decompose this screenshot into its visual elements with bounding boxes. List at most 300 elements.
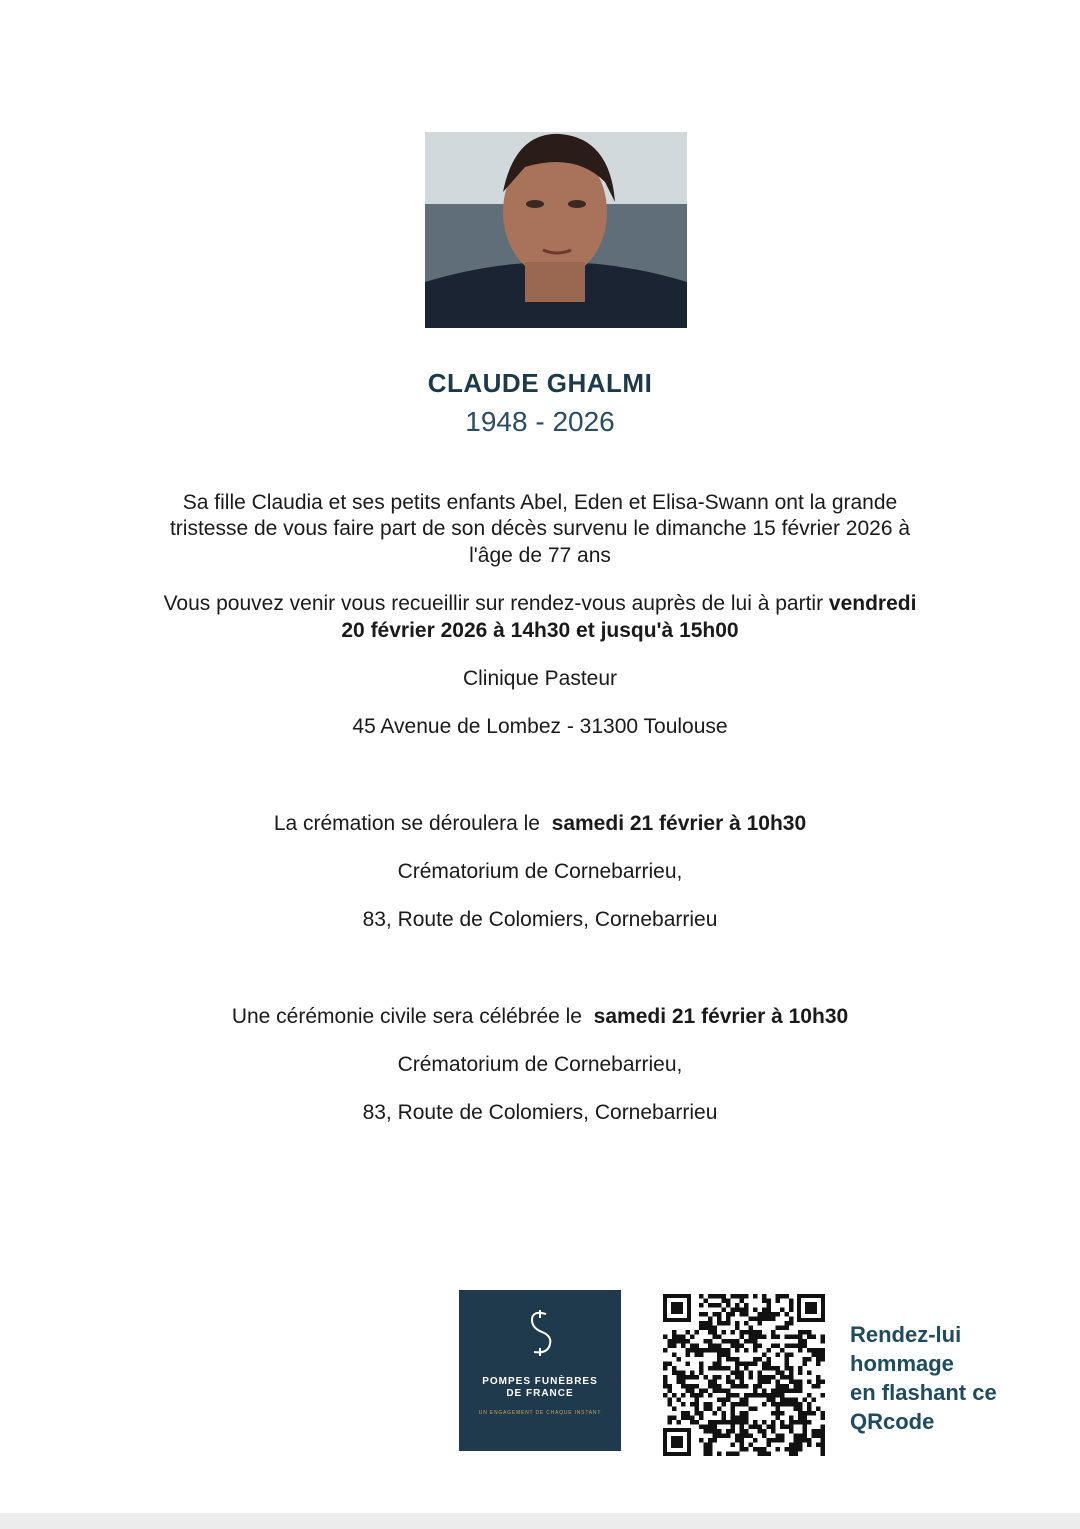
qr-module	[758, 1425, 763, 1430]
qr-module	[807, 1443, 812, 1448]
qr-module	[776, 1438, 781, 1443]
qr-module	[807, 1411, 812, 1416]
qr-module	[758, 1380, 763, 1385]
qr-module	[717, 1429, 722, 1434]
qr-module	[798, 1389, 803, 1394]
qr-module	[758, 1429, 763, 1434]
qr-module	[821, 1434, 826, 1439]
qr-module	[807, 1335, 812, 1340]
qr-module	[803, 1330, 808, 1335]
qr-module	[668, 1344, 673, 1349]
qr-module	[776, 1389, 781, 1394]
qr-module	[771, 1330, 776, 1335]
qr-module	[776, 1393, 781, 1398]
qr-module	[749, 1375, 754, 1380]
qr-module	[816, 1407, 821, 1412]
qr-module	[812, 1335, 817, 1340]
qr-module	[749, 1326, 754, 1331]
qr-module	[789, 1425, 794, 1430]
qr-module	[717, 1362, 722, 1367]
qr-module	[758, 1330, 763, 1335]
qr-module	[735, 1366, 740, 1371]
qr-module	[722, 1416, 727, 1421]
qr-module	[731, 1425, 736, 1430]
qr-module	[677, 1420, 682, 1425]
qr-module	[668, 1339, 673, 1344]
qr-module	[762, 1434, 767, 1439]
qr-module	[708, 1321, 713, 1326]
qr-module	[744, 1366, 749, 1371]
qr-module	[798, 1371, 803, 1376]
qr-module	[767, 1308, 772, 1313]
qr-module	[821, 1353, 826, 1358]
qr-module	[713, 1312, 718, 1317]
qr-module	[807, 1393, 812, 1398]
qr-module	[726, 1303, 731, 1308]
qr-module	[816, 1353, 821, 1358]
qr-module	[744, 1393, 749, 1398]
qr-module	[771, 1317, 776, 1322]
qr-module	[735, 1357, 740, 1362]
qr-module	[681, 1393, 686, 1398]
announcement-line-3: l'âge de 77 ans	[469, 544, 611, 567]
qr-module	[753, 1407, 758, 1412]
qr-module	[762, 1380, 767, 1385]
qr-module	[758, 1335, 763, 1340]
qr-module	[740, 1335, 745, 1340]
qr-module	[740, 1371, 745, 1376]
qr-module	[663, 1366, 668, 1371]
qr-module	[708, 1294, 713, 1299]
qr-module	[740, 1308, 745, 1313]
qr-caption-line-4: QRcode	[850, 1409, 935, 1434]
qr-module	[690, 1416, 695, 1421]
qr-module	[677, 1371, 682, 1376]
qr-module	[708, 1429, 713, 1434]
qr-module	[672, 1330, 677, 1335]
qr-module	[726, 1317, 731, 1322]
qr-module	[753, 1348, 758, 1353]
qr-module	[717, 1353, 722, 1358]
qr-module	[798, 1447, 803, 1452]
qr-module	[798, 1330, 803, 1335]
qr-module	[681, 1371, 686, 1376]
qr-module	[762, 1312, 767, 1317]
qr-module	[794, 1344, 799, 1349]
qr-module	[789, 1371, 794, 1376]
qr-module	[771, 1344, 776, 1349]
qr-module	[780, 1389, 785, 1394]
qr-module	[699, 1294, 704, 1299]
qr-module	[704, 1326, 709, 1331]
qr-module	[807, 1407, 812, 1412]
qr-module	[794, 1389, 799, 1394]
qr-module	[695, 1384, 700, 1389]
qr-module	[699, 1366, 704, 1371]
qr-module	[776, 1353, 781, 1358]
qr-module	[717, 1389, 722, 1394]
qr-module	[816, 1380, 821, 1385]
qr-module	[695, 1344, 700, 1349]
announcement-line-2: tristesse de vous faire part de son décès survenu le dimanche 15 février 2026 à	[169, 517, 911, 540]
qr-module	[717, 1312, 722, 1317]
qr-module	[807, 1380, 812, 1385]
qr-module	[785, 1321, 790, 1326]
life-years: 1948 - 2026	[465, 406, 615, 437]
qr-module	[771, 1425, 776, 1430]
qr-module	[816, 1362, 821, 1367]
qr-module	[726, 1389, 731, 1394]
qr-module	[731, 1452, 736, 1457]
qr-module	[668, 1420, 673, 1425]
qr-module	[785, 1384, 790, 1389]
qr-module	[735, 1402, 740, 1407]
qr-code-icon[interactable]	[663, 1294, 825, 1456]
qr-module	[663, 1348, 668, 1353]
cremation-intro: La crémation se déroulera le	[273, 812, 546, 835]
qr-module	[735, 1438, 740, 1443]
qr-module	[731, 1384, 736, 1389]
qr-module	[704, 1375, 709, 1380]
qr-module	[780, 1434, 785, 1439]
qr-module	[663, 1384, 668, 1389]
qr-module	[798, 1380, 803, 1385]
qr-module	[762, 1389, 767, 1394]
qr-module	[776, 1407, 781, 1412]
qr-module	[785, 1375, 790, 1380]
qr-module	[672, 1393, 677, 1398]
qr-module	[762, 1335, 767, 1340]
qr-module	[722, 1339, 727, 1344]
qr-module	[780, 1326, 785, 1331]
visit-intro: Vous pouvez venir vous recueillir sur rendez-vous auprès de lui à partir	[163, 592, 829, 615]
qr-module	[798, 1443, 803, 1448]
qr-module	[731, 1443, 736, 1448]
qr-module	[803, 1434, 808, 1439]
qr-module	[713, 1380, 718, 1385]
qr-module	[708, 1303, 713, 1308]
qr-module	[740, 1299, 745, 1304]
qr-module	[816, 1375, 821, 1380]
qr-module	[749, 1407, 754, 1412]
qr-module	[767, 1452, 772, 1457]
qr-module	[785, 1425, 790, 1430]
qr-module	[713, 1434, 718, 1439]
qr-module	[749, 1393, 754, 1398]
qr-module	[780, 1384, 785, 1389]
qr-module	[717, 1344, 722, 1349]
qr-module	[767, 1425, 772, 1430]
qr-caption	[850, 1320, 1050, 1436]
qr-module	[726, 1357, 731, 1362]
qr-module	[722, 1434, 727, 1439]
qr-module	[785, 1294, 790, 1299]
qr-module	[821, 1339, 826, 1344]
qr-module	[798, 1339, 803, 1344]
qr-module	[767, 1366, 772, 1371]
bottom-bar	[0, 1513, 1080, 1529]
qr-module	[708, 1393, 713, 1398]
qr-module	[776, 1416, 781, 1421]
qr-module	[776, 1294, 781, 1299]
qr-module	[762, 1393, 767, 1398]
qr-module	[803, 1438, 808, 1443]
qr-module	[708, 1317, 713, 1322]
qr-module	[717, 1398, 722, 1403]
qr-module	[767, 1348, 772, 1353]
qr-module	[735, 1339, 740, 1344]
qr-module	[708, 1438, 713, 1443]
qr-module	[749, 1371, 754, 1376]
qr-module	[794, 1438, 799, 1443]
qr-module	[677, 1380, 682, 1385]
qr-module	[807, 1402, 812, 1407]
qr-module	[731, 1330, 736, 1335]
qr-module	[726, 1348, 731, 1353]
qr-module	[767, 1398, 772, 1403]
qr-module	[717, 1335, 722, 1340]
qr-module	[821, 1429, 826, 1434]
qr-module	[726, 1380, 731, 1385]
qr-module	[731, 1339, 736, 1344]
qr-module	[699, 1353, 704, 1358]
cremation-address: 83, Route de Colomiers, Cornebarrieu	[362, 908, 718, 931]
qr-module	[717, 1303, 722, 1308]
qr-module	[717, 1348, 722, 1353]
qr-module	[749, 1425, 754, 1430]
qr-module	[807, 1348, 812, 1353]
qr-module	[776, 1402, 781, 1407]
qr-module	[686, 1348, 691, 1353]
qr-module	[668, 1389, 673, 1394]
qr-module	[803, 1398, 808, 1403]
logo-swirl-icon	[520, 1308, 560, 1358]
qr-module	[753, 1384, 758, 1389]
qr-module	[744, 1330, 749, 1335]
qr-module	[699, 1348, 704, 1353]
qr-module	[789, 1299, 794, 1304]
qr-module	[758, 1375, 763, 1380]
qr-module	[668, 1398, 673, 1403]
qr-module	[713, 1375, 718, 1380]
qr-module	[735, 1393, 740, 1398]
qr-module	[776, 1326, 781, 1331]
qr-module	[681, 1375, 686, 1380]
qr-module	[695, 1420, 700, 1425]
visit-date-line	[0, 617, 1080, 644]
qr-module	[717, 1407, 722, 1412]
qr-module	[735, 1416, 740, 1421]
qr-module	[744, 1411, 749, 1416]
qr-module	[690, 1335, 695, 1340]
qr-module	[726, 1393, 731, 1398]
qr-module	[735, 1375, 740, 1380]
qr-module	[767, 1357, 772, 1362]
qr-module	[735, 1434, 740, 1439]
logo-tagline: UN ENGAGEMENT DE CHAQUE INSTANT	[478, 1410, 602, 1416]
qr-module	[713, 1335, 718, 1340]
qr-module	[798, 1335, 803, 1340]
qr-module	[726, 1339, 731, 1344]
qr-module	[780, 1420, 785, 1425]
qr-module	[821, 1425, 826, 1430]
qr-module	[681, 1416, 686, 1421]
qr-module	[798, 1402, 803, 1407]
qr-module	[713, 1362, 718, 1367]
qr-module	[699, 1389, 704, 1394]
qr-module	[803, 1429, 808, 1434]
qr-module	[807, 1371, 812, 1376]
ceremony-address: 83, Route de Colomiers, Cornebarrieu	[362, 1101, 718, 1124]
visit-day: vendredi	[828, 592, 917, 615]
qr-module	[722, 1420, 727, 1425]
qr-module	[785, 1398, 790, 1403]
qr-module	[753, 1308, 758, 1313]
qr-module	[749, 1434, 754, 1439]
qr-module	[785, 1447, 790, 1452]
visit-place: Clinique Pasteur	[462, 667, 618, 690]
qr-module	[803, 1339, 808, 1344]
qr-module	[744, 1402, 749, 1407]
qr-module	[713, 1411, 718, 1416]
qr-module	[780, 1371, 785, 1376]
qr-module	[731, 1407, 736, 1412]
qr-module	[690, 1371, 695, 1376]
qr-module	[740, 1416, 745, 1421]
qr-module	[762, 1317, 767, 1322]
qr-module	[708, 1402, 713, 1407]
qr-module	[740, 1429, 745, 1434]
qr-module	[722, 1308, 727, 1313]
qr-module	[771, 1429, 776, 1434]
qr-module	[717, 1452, 722, 1457]
qr-module	[695, 1375, 700, 1380]
qr-module	[740, 1384, 745, 1389]
qr-module	[704, 1339, 709, 1344]
qr-module	[731, 1416, 736, 1421]
qr-module	[744, 1303, 749, 1308]
qr-module	[708, 1326, 713, 1331]
qr-module	[677, 1357, 682, 1362]
qr-module	[713, 1303, 718, 1308]
funeral-home-logo	[459, 1290, 621, 1451]
qr-module	[744, 1321, 749, 1326]
qr-module	[672, 1407, 677, 1412]
qr-module	[785, 1362, 790, 1367]
qr-module	[744, 1348, 749, 1353]
qr-module	[821, 1416, 826, 1421]
qr-module	[771, 1398, 776, 1403]
qr-module	[695, 1407, 700, 1412]
qr-module	[699, 1393, 704, 1398]
qr-module	[744, 1362, 749, 1367]
qr-module	[767, 1443, 772, 1448]
qr-module	[821, 1438, 826, 1443]
qr-module	[686, 1362, 691, 1367]
qr-module	[704, 1312, 709, 1317]
qr-module	[767, 1393, 772, 1398]
qr-module	[668, 1384, 673, 1389]
qr-module	[722, 1398, 727, 1403]
qr-module	[740, 1344, 745, 1349]
qr-module	[758, 1344, 763, 1349]
qr-module	[686, 1353, 691, 1358]
qr-module	[758, 1384, 763, 1389]
qr-module	[681, 1384, 686, 1389]
qr-module	[762, 1353, 767, 1358]
qr-module	[812, 1398, 817, 1403]
qr-module	[749, 1362, 754, 1367]
qr-module	[798, 1366, 803, 1371]
qr-module	[735, 1348, 740, 1353]
qr-module	[798, 1438, 803, 1443]
qr-module	[753, 1447, 758, 1452]
qr-module	[789, 1429, 794, 1434]
qr-module	[789, 1398, 794, 1403]
qr-module	[794, 1407, 799, 1412]
qr-module	[807, 1330, 812, 1335]
qr-module	[789, 1375, 794, 1380]
qr-module	[717, 1420, 722, 1425]
qr-module	[722, 1294, 727, 1299]
qr-module	[663, 1335, 668, 1340]
qr-module	[789, 1353, 794, 1358]
qr-module	[704, 1447, 709, 1452]
qr-module	[744, 1434, 749, 1439]
qr-module	[695, 1402, 700, 1407]
logo-name-line-2: DE FRANCE	[506, 1388, 574, 1399]
qr-module	[663, 1375, 668, 1380]
qr-module	[699, 1438, 704, 1443]
qr-module	[672, 1371, 677, 1376]
qr-module	[794, 1335, 799, 1340]
qr-module	[776, 1447, 781, 1452]
qr-module	[681, 1344, 686, 1349]
qr-module	[722, 1321, 727, 1326]
qr-module	[789, 1389, 794, 1394]
qr-module	[740, 1438, 745, 1443]
qr-module	[731, 1371, 736, 1376]
qr-module	[816, 1429, 821, 1434]
qr-module	[789, 1366, 794, 1371]
qr-module	[735, 1308, 740, 1313]
qr-module	[758, 1393, 763, 1398]
qr-module	[686, 1389, 691, 1394]
qr-module	[731, 1380, 736, 1385]
qr-module	[780, 1393, 785, 1398]
qr-module	[785, 1366, 790, 1371]
qr-module	[740, 1294, 745, 1299]
visit-intro-line	[0, 590, 1080, 617]
qr-module	[677, 1339, 682, 1344]
qr-module	[812, 1353, 817, 1358]
qr-module	[708, 1344, 713, 1349]
qr-module	[785, 1335, 790, 1340]
qr-module	[695, 1398, 700, 1403]
qr-module	[785, 1357, 790, 1362]
qr-module	[731, 1312, 736, 1317]
qr-module	[677, 1335, 682, 1340]
qr-module	[762, 1452, 767, 1457]
qr-module	[672, 1416, 677, 1421]
qr-module	[681, 1411, 686, 1416]
qr-module	[780, 1294, 785, 1299]
qr-module	[753, 1357, 758, 1362]
qr-caption-line-3: en flashant ce	[850, 1380, 997, 1405]
qr-module	[767, 1303, 772, 1308]
qr-module	[740, 1402, 745, 1407]
qr-module	[812, 1434, 817, 1439]
